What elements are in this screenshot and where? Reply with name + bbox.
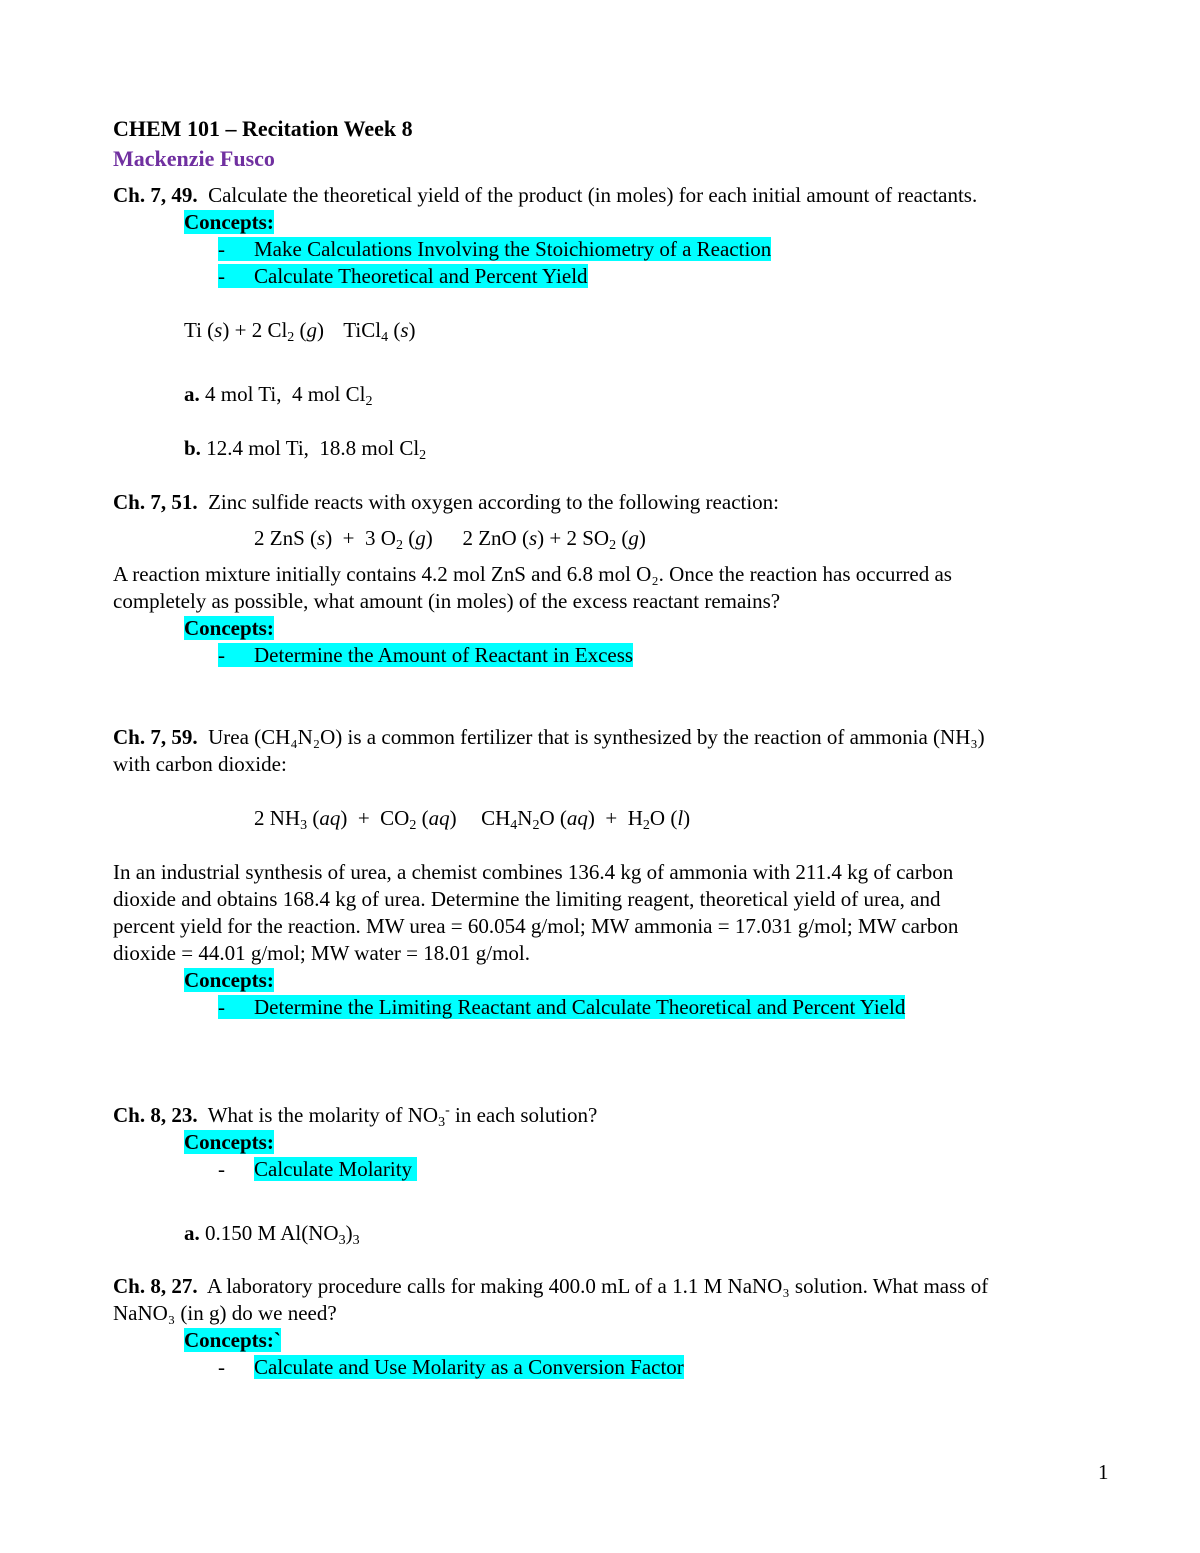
part-a: a. 0.150 M $Al(NO_3)_3$ (184, 1221, 360, 1248)
question-label: Ch. 7, 59. (113, 725, 198, 749)
concepts-heading (184, 1327, 281, 1353)
question-text: In an industrial synthesis of urea, a chemist combines 136.4 kg of ammonia with 211.4 kg of carbon (113, 860, 954, 884)
question-label: Ch. 8, 23. (113, 1103, 198, 1127)
author-name: Mackenzie Fusco (113, 146, 275, 171)
question-7-51 (113, 489, 779, 515)
question-text: percent yield for the reaction. MW urea = 60.054 g/mol; MW ammonia = 17.031 g/mol; MW carbon (113, 914, 959, 938)
part-a: a. 4 mol Ti, 4 mol $Cl_2$ (184, 382, 373, 409)
question-text: NaNO₃ (in g) do we need? (113, 1301, 337, 1325)
concepts-label: Concepts:` (184, 1328, 281, 1352)
question-label: Ch. 7, 51. (113, 490, 198, 514)
concepts-heading (184, 615, 274, 641)
concepts-label: Concepts: (184, 210, 274, 234)
question-text: dioxide and obtains 168.4 kg of urea. Determine the limiting reagent, theoretical yield of urea, and (113, 887, 941, 911)
concept-item: - Calculate Theoretical and Percent Yield (218, 264, 588, 288)
concepts-label: Concepts: (184, 616, 274, 640)
concept-item: - Calculate and Use Molarity as a Conversion Factor (218, 1355, 684, 1379)
concept-item: - Determine the Limiting Reactant and Calculate Theoretical and Percent Yield (218, 995, 906, 1019)
question-text: Urea (CH₄N₂O) is a common fertilizer that is synthesized by the reaction of ammonia (NH₃) (208, 725, 985, 749)
concept-item: - Determine the Amount of Reactant in Excess (218, 643, 634, 667)
question-text: dioxide = 44.01 g/mol; MW water = 18.01 g/mol. (113, 941, 531, 965)
question-text: with carbon dioxide: (113, 752, 287, 776)
page-number: 1 (1098, 1460, 1109, 1484)
question-text: Calculate the theoretical yield of the product (in moles) for each initial amount of reactants. (208, 183, 978, 207)
reaction-equation: 2 $NH_3$ $(aq) + CO_2$ (aq) $CH_4N_2O$ $(aq) + H_2O$ (l) (254, 806, 691, 833)
part-b: b. 12.4 mol Ti, 18.8 mol $Cl_2$ (184, 436, 427, 463)
concepts-heading (184, 1129, 274, 1155)
question-text: completely as possible, what amount (in moles) of the excess reactant remains? (113, 589, 781, 613)
question-text: A laboratory procedure calls for making 400.0 mL of a 1.1 M NaNO₃ solution. What mass of (206, 1274, 989, 1298)
reaction-equation: Ti (s) + 2 $Cl_2$ (g) TiCl$_4$ (s) (184, 318, 416, 345)
concepts-heading (184, 209, 274, 235)
concepts-heading (184, 967, 274, 993)
reaction-equation: 2 ZnS (s) + 3 $O_2$ (g) 2 ZnO (s) + 2 $SO_2$ (g) (254, 526, 646, 553)
concepts-label: Concepts: (184, 968, 274, 992)
question-7-59 (113, 724, 985, 750)
concept-item: - Make Calculations Involving the Stoichiometry of a Reaction (218, 237, 772, 261)
question-8-27 (113, 1273, 988, 1299)
question-text: Zinc sulfide reacts with oxygen according to the following reaction: (208, 490, 780, 514)
question-label: Ch. 8, 27. (113, 1274, 198, 1298)
question-7-49 (113, 182, 977, 208)
document-title: CHEM 101 – Recitation Week 8 (113, 116, 413, 141)
concepts-label: Concepts: (184, 1130, 274, 1154)
concept-item: - Calculate Molarity (218, 1156, 417, 1182)
question-8-23: Ch. 8, 23. What is the molarity of $NO_3^-$ in each solution? (113, 1103, 598, 1130)
question-label: Ch. 7, 49. (113, 183, 198, 207)
question-text: A reaction mixture initially contains 4.2 mol ZnS and 6.8 mol O₂. Once the reaction has occurred as (113, 562, 952, 586)
